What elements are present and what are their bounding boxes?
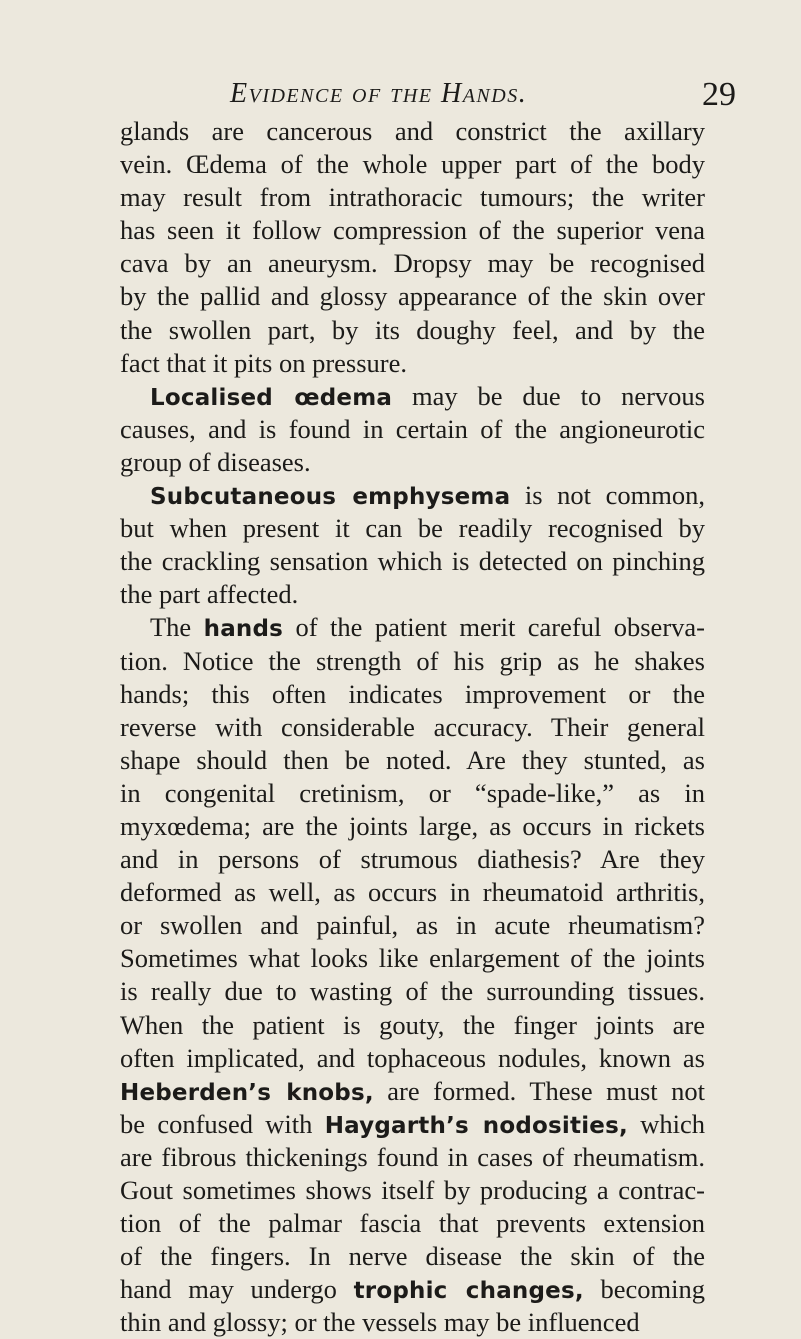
text-line (120, 413, 705, 446)
text-run: may be due to nervous (392, 380, 705, 411)
text-run: glands are cancerous and constrict the axillary (120, 116, 705, 146)
text-run: thin and glossy; or the vessels may be influenced (120, 1307, 640, 1338)
running-head: Evidence of the Hands. (230, 78, 528, 109)
text-line (120, 115, 705, 148)
keyword-term: Localised œdema (150, 384, 393, 411)
text-run: of the patient merit careful observa- (283, 612, 705, 643)
text-line (120, 1240, 705, 1273)
text-run: be confused with (120, 1108, 325, 1139)
text-line (120, 1108, 705, 1141)
text-line (120, 1174, 705, 1207)
text-run: often implicated, and tophaceous nodules, known as (120, 1042, 705, 1073)
text-line (120, 909, 705, 942)
text-line (120, 975, 705, 1008)
page-number: 29 (702, 76, 736, 113)
text-run: hands; this often indicates improvement or the (120, 678, 705, 709)
text-line (120, 1306, 705, 1339)
text-line (120, 645, 705, 678)
text-run: vein. Œdema of the whole upper part of the body (120, 149, 705, 180)
text-run: deformed as well, as occurs in rheumatoid arthritis, (120, 877, 705, 908)
text-line (120, 611, 705, 644)
text-run: the crackling sensation which is detected on pinching (120, 546, 705, 577)
text-run: cava by an aneurysm. Dropsy may be recognised (120, 248, 705, 279)
text-line (120, 843, 705, 876)
text-line (120, 1009, 705, 1042)
text-line (120, 380, 705, 413)
text-line (120, 1207, 705, 1240)
text-run: causes, and is found in certain of the angioneurotic (120, 413, 705, 444)
keyword-term: Haygarth’s nodosities, (324, 1112, 628, 1139)
keyword-term: hands (203, 616, 284, 643)
text-line (120, 1042, 705, 1075)
text-run: the swollen part, by its doughy feel, and by the (120, 314, 705, 345)
text-run: Gout sometimes shows itself by producing a contrac- (120, 1175, 705, 1205)
text-line (120, 479, 705, 512)
text-run: which (627, 1108, 705, 1139)
text-run: or swollen and painful, as in acute rheumatism? (120, 910, 705, 941)
text-run: group of diseases. (120, 446, 311, 477)
body-text (120, 115, 705, 1339)
text-line (120, 446, 705, 479)
text-line (120, 744, 705, 777)
text-run: myxœdema; are the joints large, as occurs in rickets (120, 810, 705, 841)
text-run: tion. Notice the strength of his grip as he shakes (120, 645, 705, 676)
text-run: are fibrous thickenings found in cases of rheumatism. (120, 1141, 705, 1172)
text-run: has seen it follow compression of the superior vena (120, 215, 705, 246)
text-line (120, 148, 705, 181)
text-run: in congenital cretinism, or “spade-like,” as in (120, 777, 705, 808)
text-line (120, 280, 705, 313)
text-line (120, 545, 705, 578)
text-run: of the fingers. In nerve disease the skin of the (120, 1241, 705, 1272)
text-run: becoming (583, 1274, 705, 1305)
text-run: and in persons of strumous diathesis? Are they (120, 844, 705, 875)
text-line (120, 214, 705, 247)
text-run: hand may undergo (120, 1274, 354, 1305)
text-run: When the patient is gouty, the finger joints are (120, 1009, 705, 1040)
text-run: may result from intrathoracic tumours; the writer (120, 182, 705, 213)
text-line (120, 512, 705, 545)
text-run: tion of the palmar fascia that prevents extension (120, 1208, 705, 1239)
text-line (120, 247, 705, 280)
text-line (120, 1141, 705, 1174)
text-line (120, 678, 705, 711)
text-line (120, 347, 705, 380)
text-line (120, 711, 705, 744)
text-run: but when present it can be readily recognised by (120, 513, 705, 544)
text-line (120, 876, 705, 909)
text-run: shape should then be noted. Are they stunted, as (120, 744, 705, 775)
text-line (120, 314, 705, 347)
text-line (120, 810, 705, 843)
text-run: is not common, (510, 480, 705, 511)
text-line (120, 578, 705, 611)
text-run: reverse with considerable accuracy. Their general (120, 711, 705, 742)
text-run: the part affected. (120, 579, 299, 610)
keyword-term: trophic changes, (353, 1278, 584, 1305)
text-run: is really due to wasting of the surrounding tissues. (120, 976, 705, 1007)
text-run: The (150, 612, 204, 643)
text-line (120, 942, 705, 975)
text-line (120, 181, 705, 214)
text-run: fact that it pits on pressure. (120, 347, 408, 378)
text-run: by the pallid and glossy appearance of the skin over (120, 281, 705, 312)
text-line (120, 777, 705, 810)
text-line (120, 1273, 705, 1306)
keyword-term: Subcutaneous emphysema (150, 484, 511, 511)
keyword-term: Heberden’s knobs, (120, 1079, 374, 1106)
text-line (120, 1075, 705, 1108)
text-run: Sometimes what looks like enlargement of the joints (120, 943, 705, 974)
text-run: are formed. These must not (373, 1075, 706, 1106)
